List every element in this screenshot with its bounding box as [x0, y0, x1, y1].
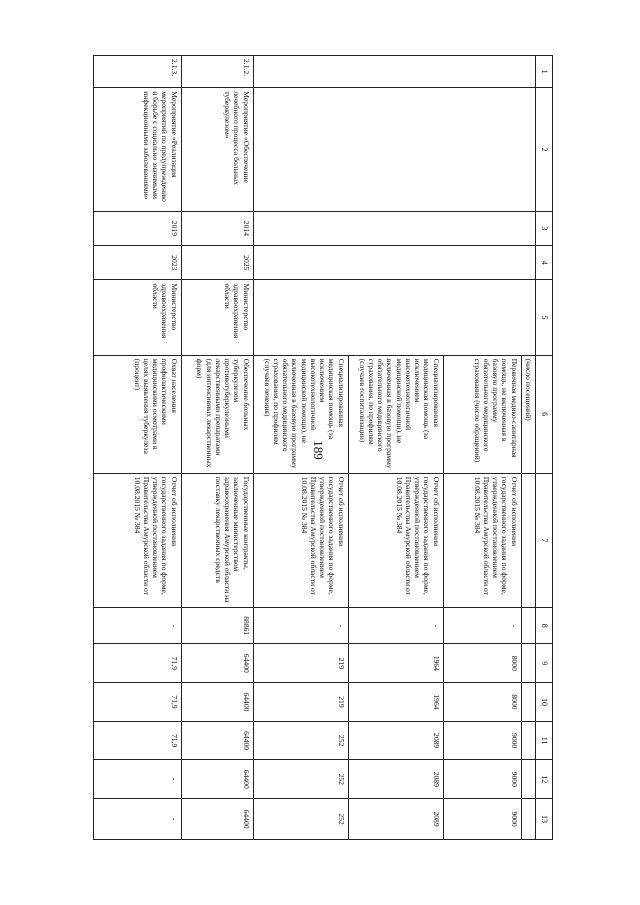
cell-value: -: [443, 607, 521, 644]
cell-value: 9000: [443, 721, 521, 760]
cell-indicator: Специализированная медицинская помощь (за исключением высокотехнологичной медицинской помощи), не включенная в базовую программу обязательного медицинского страхования, по профилям (случаев лечения): [253, 355, 348, 473]
table-frame: [98, 55, 553, 840]
cell-empty: [521, 760, 535, 799]
cell-value: 64400: [181, 799, 253, 840]
header-cell: 10: [536, 683, 553, 722]
cell-indicator: Специализированная медицинская помощь (за исключением высокотехнологичной медицинской помощи), не включенная в базовую программу обязательного медицинского страхования, по профилям (случаев госпитализации): [348, 355, 443, 473]
header-cell: 6: [536, 355, 553, 473]
cell-empty: [521, 683, 535, 722]
cell-value: 8000: [443, 644, 521, 683]
cell-indicator: (число посещений): [521, 355, 535, 473]
rotated-table-area: [98, 55, 553, 840]
cell-indicator: Охват населения профилактическими медицинскими осмотрами в целях выявления туберкулеза (процент): [93, 355, 181, 473]
cell-value: 252: [253, 799, 348, 840]
cell-empty: [253, 246, 535, 280]
cell-item-number: 2.1.3.: [93, 56, 181, 88]
cell-value: 1964: [348, 683, 443, 722]
cell-executor: Министерство здравоохранения области: [181, 280, 253, 355]
cell-value: 88861: [181, 607, 253, 644]
program-table: [93, 55, 553, 840]
cell-value: -: [93, 799, 181, 840]
cell-indicator: Обеспечение больных туберкулезом противотуберкулезными лекарственными препаратами (для интенсивных лекарственных форм): [181, 355, 253, 473]
cell-executor: Министерство здравоохранения области: [93, 280, 181, 355]
cell-value: 9000: [443, 799, 521, 840]
cell-value: 71,9: [93, 683, 181, 722]
cell-value: -: [253, 607, 348, 644]
cell-value: -: [348, 607, 443, 644]
cell-value: -: [93, 760, 181, 799]
header-cell: 3: [536, 211, 553, 245]
header-cell: 13: [536, 799, 553, 840]
cell-empty: [253, 280, 535, 355]
header-cell: 4: [536, 246, 553, 280]
cell-value: 64400: [181, 644, 253, 683]
cell-value: 8000: [443, 683, 521, 722]
cell-value: 2089: [348, 799, 443, 840]
cell-indicator: Первичная медико-санитарная помощь, не включенная в базовую программу обязательного медицинского страхования (число обращений): [443, 355, 521, 473]
cell-end-year: 2023: [93, 246, 181, 280]
cell-source: Отчет об исполнении государственного задания по форме, утвержденной постановлением Правительства Амурской области от 10.08.2015 № 384: [348, 473, 443, 607]
cell-source: Отчет об исполнении государственного задания по форме, утвержденной постановлением Правительства Амурской области от 10.08.2015 № 384: [253, 473, 348, 607]
header-cell: 7: [536, 473, 553, 607]
cell-empty: [521, 607, 535, 644]
cell-source: Государственные контракты, заключенные министерством здравоохранения Амурской области на поставку лекарственных средств: [181, 473, 253, 607]
cell-empty: [521, 799, 535, 840]
cell-value: 9000: [443, 760, 521, 799]
cell-source: Отчет об исполнении государственного задания по форме, утвержденной постановлением Правительства Амурской области от 10.08.2015 № 384: [443, 473, 521, 607]
header-cell: 8: [536, 607, 553, 644]
cell-value: 1964: [348, 644, 443, 683]
cell-empty: [253, 88, 535, 212]
cell-value: 64400: [181, 683, 253, 722]
cell-value: 2089: [348, 760, 443, 799]
cell-value: 2089: [348, 721, 443, 760]
header-row: [536, 56, 553, 840]
header-cell: 1: [536, 56, 553, 88]
cell-activity: Мероприятие «Обеспечение лечебного процесса больных туберкулезом»: [181, 88, 253, 212]
cell-value: 252: [253, 760, 348, 799]
header-cell: 11: [536, 721, 553, 760]
cell-empty: [521, 721, 535, 760]
cell-activity: Мероприятие «Реализация мероприятий по предупреждению и борьбе с социально значимыми инфекционными заболеваниями»: [93, 88, 181, 212]
cell-value: 252: [253, 721, 348, 760]
cell-start-year: 2019: [93, 211, 181, 245]
cell-value: 64400: [181, 721, 253, 760]
cell-empty: [253, 56, 535, 88]
cell-value: 71,9: [93, 721, 181, 760]
cell-value: -: [93, 607, 181, 644]
header-cell: 5: [536, 280, 553, 355]
cell-value: 219: [253, 683, 348, 722]
cell-empty: [521, 644, 535, 683]
header-cell: 2: [536, 88, 553, 212]
table-row: [181, 56, 253, 840]
cell-value: 64400: [181, 760, 253, 799]
cell-value: 71,9: [93, 644, 181, 683]
table-row: [521, 56, 535, 840]
header-cell: 12: [536, 760, 553, 799]
cell-empty: [521, 473, 535, 607]
cell-empty: [253, 211, 535, 245]
header-cell: 9: [536, 644, 553, 683]
table-row: [93, 56, 181, 840]
cell-end-year: 2025: [181, 246, 253, 280]
cell-item-number: 2.1.2.: [181, 56, 253, 88]
page-number: 189: [311, 440, 326, 460]
cell-value: 219: [253, 644, 348, 683]
cell-source: Отчет об исполнении государственного задания по форме, утвержденной постановлением Правительства Амурской области от 10.08.2015 № 384: [93, 473, 181, 607]
cell-start-year: 2014: [181, 211, 253, 245]
